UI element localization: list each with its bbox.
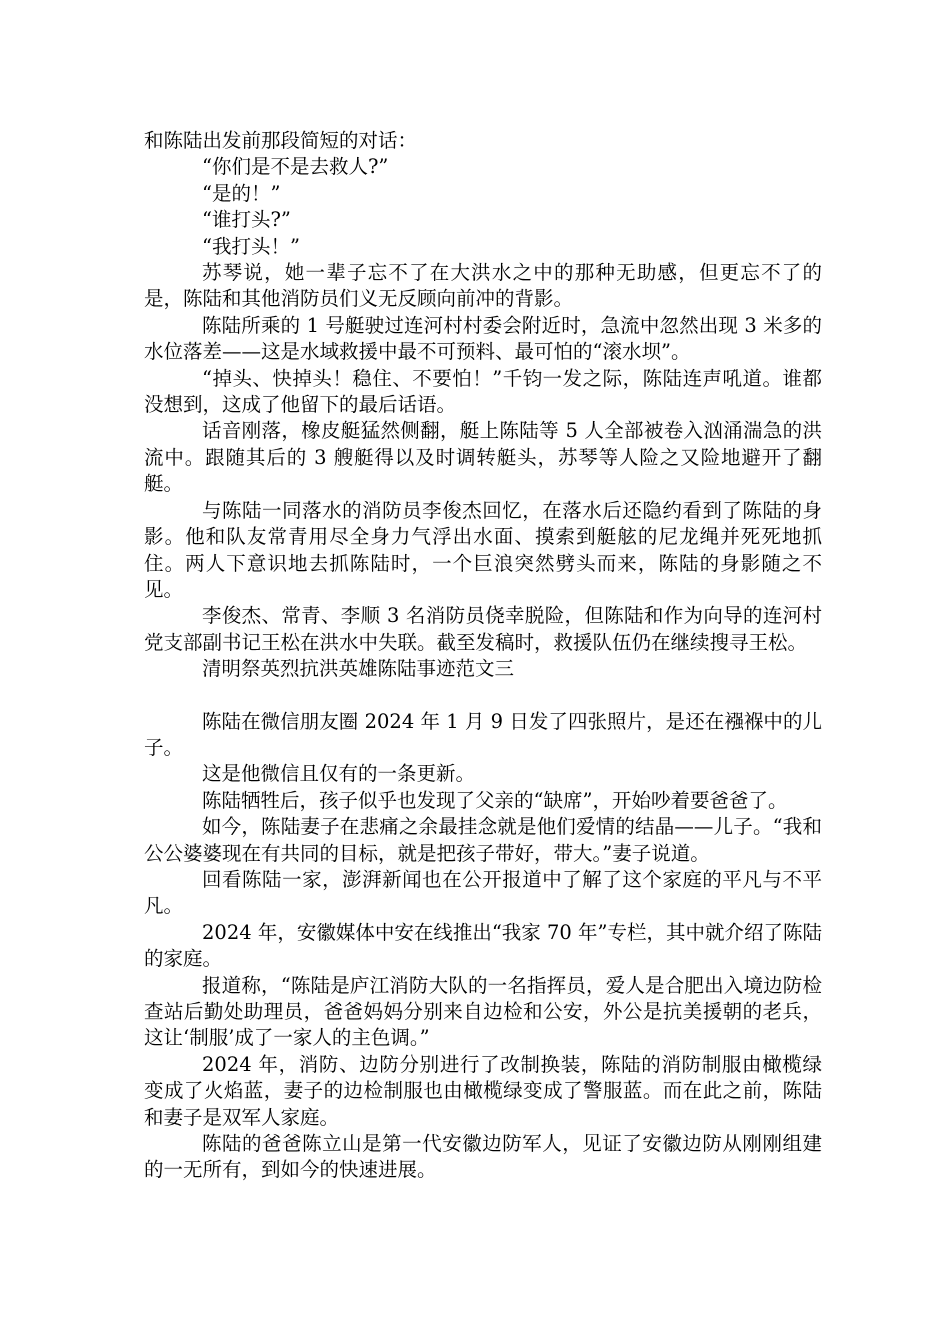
paragraph: 2024 年，消防、边防分别进行了改制换装，陈陆的消防制服由橄榄绿变成了火焰蓝，妻子的边检制服也由橄榄绿变成了警服蓝。而在此之前，陈陆和妻子是双军人家庭。 xyxy=(144,1052,822,1129)
dialogue-line: “谁打头?” xyxy=(202,208,291,232)
document-body xyxy=(144,128,822,1184)
paragraph: 陈陆所乘的 1 号艇驶过连河村村委会附近时，急流中忽然出现 3 米多的水位落差——这是水域救援中最不可预料、最可怕的“滚水坝”。 xyxy=(144,313,822,364)
paragraph: 报道称，“陈陆是庐江消防大队的一名指挥员，爱人是合肥出入境边防检查站后勤处助理员，爸爸妈妈分别来自边检和公安，外公是抗美援朝的老兵，这让‘制服’成了一家人的主色调。” xyxy=(144,973,822,1050)
paragraph: 与陈陆一同落水的消防员李俊杰回忆，在落水后还隐约看到了陈陆的身影。他和队友常青用尽全身力气浮出水面、摸索到艇舷的尼龙绳并死死地抓住。两人下意识地去抓陈陆时，一个巨浪突然劈头而来，陈陆的身影随之不见。 xyxy=(144,498,822,601)
paragraph: 李俊杰、常青、李顺 3 名消防员侥幸脱险，但陈陆和作为向导的连河村党支部副书记王松在洪水中失联。截至发稿时，救援队伍仍在继续搜寻王松。 xyxy=(144,604,822,654)
dialogue-line: “你们是不是去救人?” xyxy=(202,155,389,179)
paragraph: 这是他微信且仅有的一条更新。 xyxy=(202,762,476,786)
paragraph: 如今，陈陆妻子在悲痛之余最挂念就是他们爱情的结晶——儿子。“我和公公婆婆现在有共同的目标，就是把孩子带好，带大。”妻子说道。 xyxy=(144,815,822,865)
paragraph: “掉头、快掉头！稳住、不要怕！”千钧一发之际，陈陆连声吼道。谁都没想到，这成了他留下的最后话语。 xyxy=(144,366,822,417)
paragraph: 陈陆牺牲后，孩子似乎也发现了父亲的“缺席”，开始吵着要爸爸了。 xyxy=(202,788,788,812)
paragraph: 回看陈陆一家，澎湃新闻也在公开报道中了解了这个家庭的平凡与不平凡。 xyxy=(144,867,822,918)
paragraph: 和陈陆出发前那段简短的对话： xyxy=(144,129,418,152)
dialogue-line: “我打头！” xyxy=(202,234,300,258)
paragraph: 苏琴说，她一辈子忘不了在大洪水之中的那种无助感，但更忘不了的是，陈陆和其他消防员们义无反顾向前冲的背影。 xyxy=(144,261,822,311)
dialogue-line: “是的！” xyxy=(202,181,281,205)
paragraph: 陈陆的爸爸陈立山是第一代安徽边防军人，见证了安徽边防从刚刚组建的一无所有，到如今的快速进展。 xyxy=(144,1132,822,1182)
paragraph: 陈陆在微信朋友圈 2024 年 1 月 9 日发了四张照片，是还在襁褓中的儿子。 xyxy=(144,709,822,759)
paragraph: 话音刚落，橡皮艇猛然侧翻，艇上陈陆等 5 人全部被卷入汹涌湍急的洪流中。跟随其后的 3 艘艇得以及时调转艇头，苏琴等人险之又险地避开了翻艇。 xyxy=(144,419,822,496)
paragraph: 2024 年，安徽媒体中安在线推出“我家 70 年”专栏，其中就介绍了陈陆的家庭。 xyxy=(144,920,822,971)
section-heading: 清明祭英烈抗洪英雄陈陆事迹范文三 xyxy=(202,657,515,681)
